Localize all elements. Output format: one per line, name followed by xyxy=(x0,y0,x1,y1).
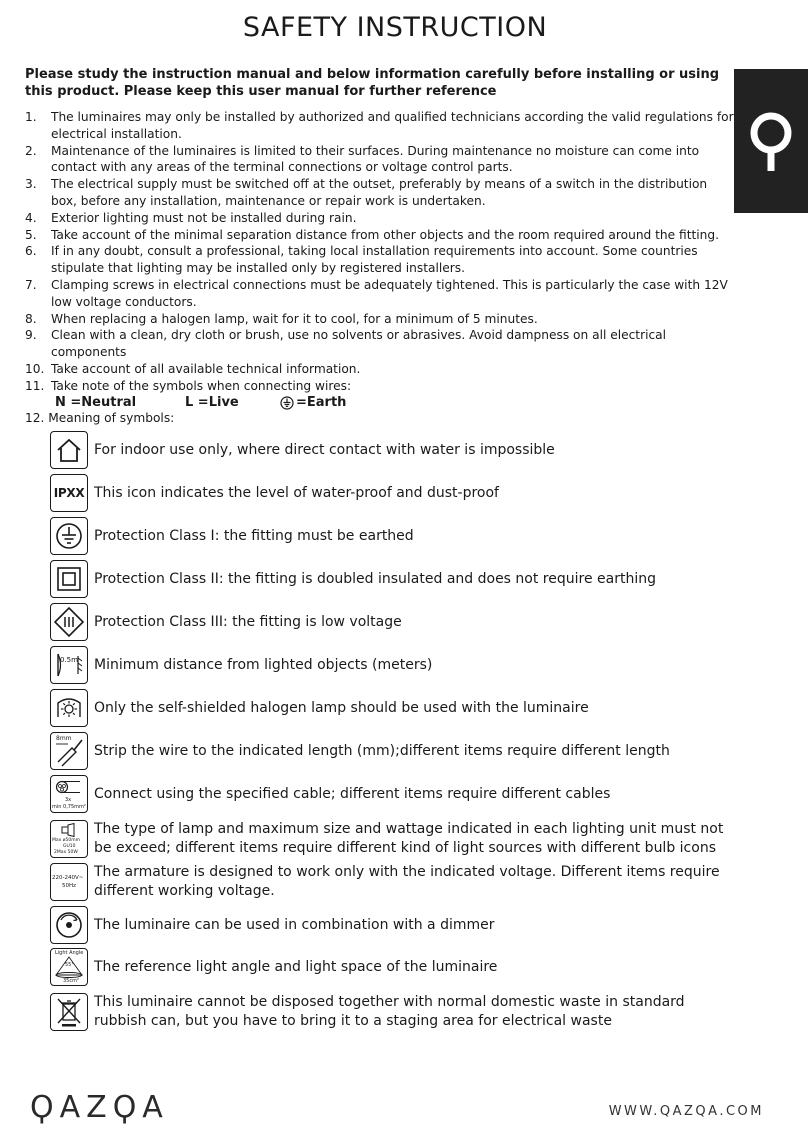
rule-item: 6. If in any doubt, consult a professional, taking local installation requirements into account. Some countries stipulate that lighting may be installed only by registered installers. xyxy=(25,244,698,276)
symbol-description: Only the self-shielded halogen lamp should be used with the luminaire xyxy=(94,699,589,716)
ipxx-icon: IPXX xyxy=(50,474,88,512)
earth-ground-icon xyxy=(50,517,88,555)
distance-icon: 0.5m xyxy=(50,646,88,684)
symbol-description: For indoor use only, where direct contact with water is impossible xyxy=(94,441,555,458)
earth-label: =Earth xyxy=(280,395,346,410)
intro-text: Please study the instruction manual and below information carefully before installing or using this product. Please keep this user manual for further reference xyxy=(25,67,720,99)
page-title: SAFETY INSTRUCTION xyxy=(242,12,548,43)
rule-item: 4. Exterior lighting must not be installed during rain. xyxy=(25,210,357,225)
rule-item: 1. The luminaires may only be installed by authorized and qualified technicians according the valid regulations for electrical installation. xyxy=(25,110,734,141)
symbol-row xyxy=(50,689,730,727)
symbol-description: Protection Class II: the fitting is doubled insulated and does not require earthing xyxy=(94,570,656,587)
rules-list xyxy=(25,109,735,395)
symbol-description: Strip the wire to the indicated length (mm);different items require different length xyxy=(94,742,670,759)
symbol-row xyxy=(50,820,730,858)
qazqa-wordmark-logo: ϘAZϘA xyxy=(30,1090,169,1125)
symbol-description: The reference light angle and light space of the luminaire xyxy=(94,958,498,975)
symbol-row xyxy=(50,732,730,770)
symbol-description: The armature is designed to work only with the indicated voltage. Different items require different working voltage. xyxy=(94,864,720,899)
rule-item: 3. The electrical supply must be switched off at the outset, preferably by means of a switch in the distribution box, before any installation, maintenance or repair work is undertaken. xyxy=(25,177,708,208)
symbol-row xyxy=(50,863,730,901)
symbol-row xyxy=(50,906,730,944)
wire-strip-icon: 8mm xyxy=(50,732,88,770)
cable-icon: 3x min 0,75mm² xyxy=(50,775,88,813)
rule-item: 7. Clamping screws in electrical connections must be adequately tightened. This is particularly the case with 12V low voltage conductors. xyxy=(25,277,728,309)
double-square-icon xyxy=(50,560,88,598)
light-angle-icon: Light Angle 55° 35cm² xyxy=(50,948,88,986)
symbol-description: Connect using the specified cable; different items require different cables xyxy=(94,785,611,802)
symbol-row xyxy=(50,775,730,813)
lamp-spec-icon: Max ø50mm GU10 2Max 50W xyxy=(50,820,88,858)
live-label: L =Live xyxy=(185,395,239,410)
symbol-description: The luminaire can be used in combination with a dimmer xyxy=(94,916,495,933)
symbol-description: Minimum distance from lighted objects (meters) xyxy=(94,656,433,673)
symbol-description: Protection Class I: the fitting must be earthed xyxy=(94,527,414,544)
website-url[interactable]: WWW.QAZQA.COM xyxy=(608,1104,764,1119)
earth-symbol-icon xyxy=(280,396,294,410)
rule-item: 10. Take account of all available technical information. xyxy=(25,361,361,376)
symbol-row xyxy=(50,431,730,469)
neutral-label: N =Neutral xyxy=(55,395,137,410)
dimmer-icon xyxy=(50,906,88,944)
sun-shielded-icon xyxy=(50,689,88,727)
rule-item: 2. Maintenance of the luminaires is limited to their surfaces. During maintenance no moisture can come into contact with any areas of the terminal connections or voltage control parts. xyxy=(25,143,700,175)
diamond-three-icon xyxy=(50,603,88,641)
crossed-bin-icon xyxy=(50,993,88,1031)
wire-legend xyxy=(55,395,346,410)
symbol-description: Protection Class III: the fitting is low voltage xyxy=(94,613,402,630)
symbol-row xyxy=(50,474,730,512)
qazqa-q-logo-icon xyxy=(746,111,796,173)
symbol-row xyxy=(50,948,730,986)
brand-tab xyxy=(734,69,808,213)
symbol-row xyxy=(50,517,730,555)
symbol-row xyxy=(50,560,730,598)
house-icon xyxy=(50,431,88,469)
symbol-description: The type of lamp and maximum size and wattage indicated in each lighting unit must not be exceed; different items require different kind of light sources with different bulb icons xyxy=(94,821,724,856)
rule-item: 5. Take account of the minimal separation distance from other objects and the room required around the fitting. xyxy=(25,227,719,242)
rule-item: 8. When replacing a halogen lamp, wait for it to cool, for a minimum of 5 minutes. xyxy=(25,311,538,326)
symbols-heading: 12. Meaning of symbols: xyxy=(25,411,175,425)
symbol-row xyxy=(50,603,730,641)
rule-item: 11. Take note of the symbols when connecting wires: xyxy=(25,378,352,393)
symbol-row xyxy=(50,993,730,1031)
rule-item: 9. Clean with a clean, dry cloth or brush, use no solvents or abrasives. Avoid dampness on all electrical components xyxy=(25,328,667,360)
symbol-row xyxy=(50,646,730,684)
voltage-icon: 220-240V~ 50Hz xyxy=(50,863,88,901)
symbol-description: This icon indicates the level of water-proof and dust-proof xyxy=(94,484,499,501)
symbol-description: This luminaire cannot be disposed together with normal domestic waste in standard rubbish can, but you have to bring it to a staging area for electrical waste xyxy=(94,994,685,1029)
